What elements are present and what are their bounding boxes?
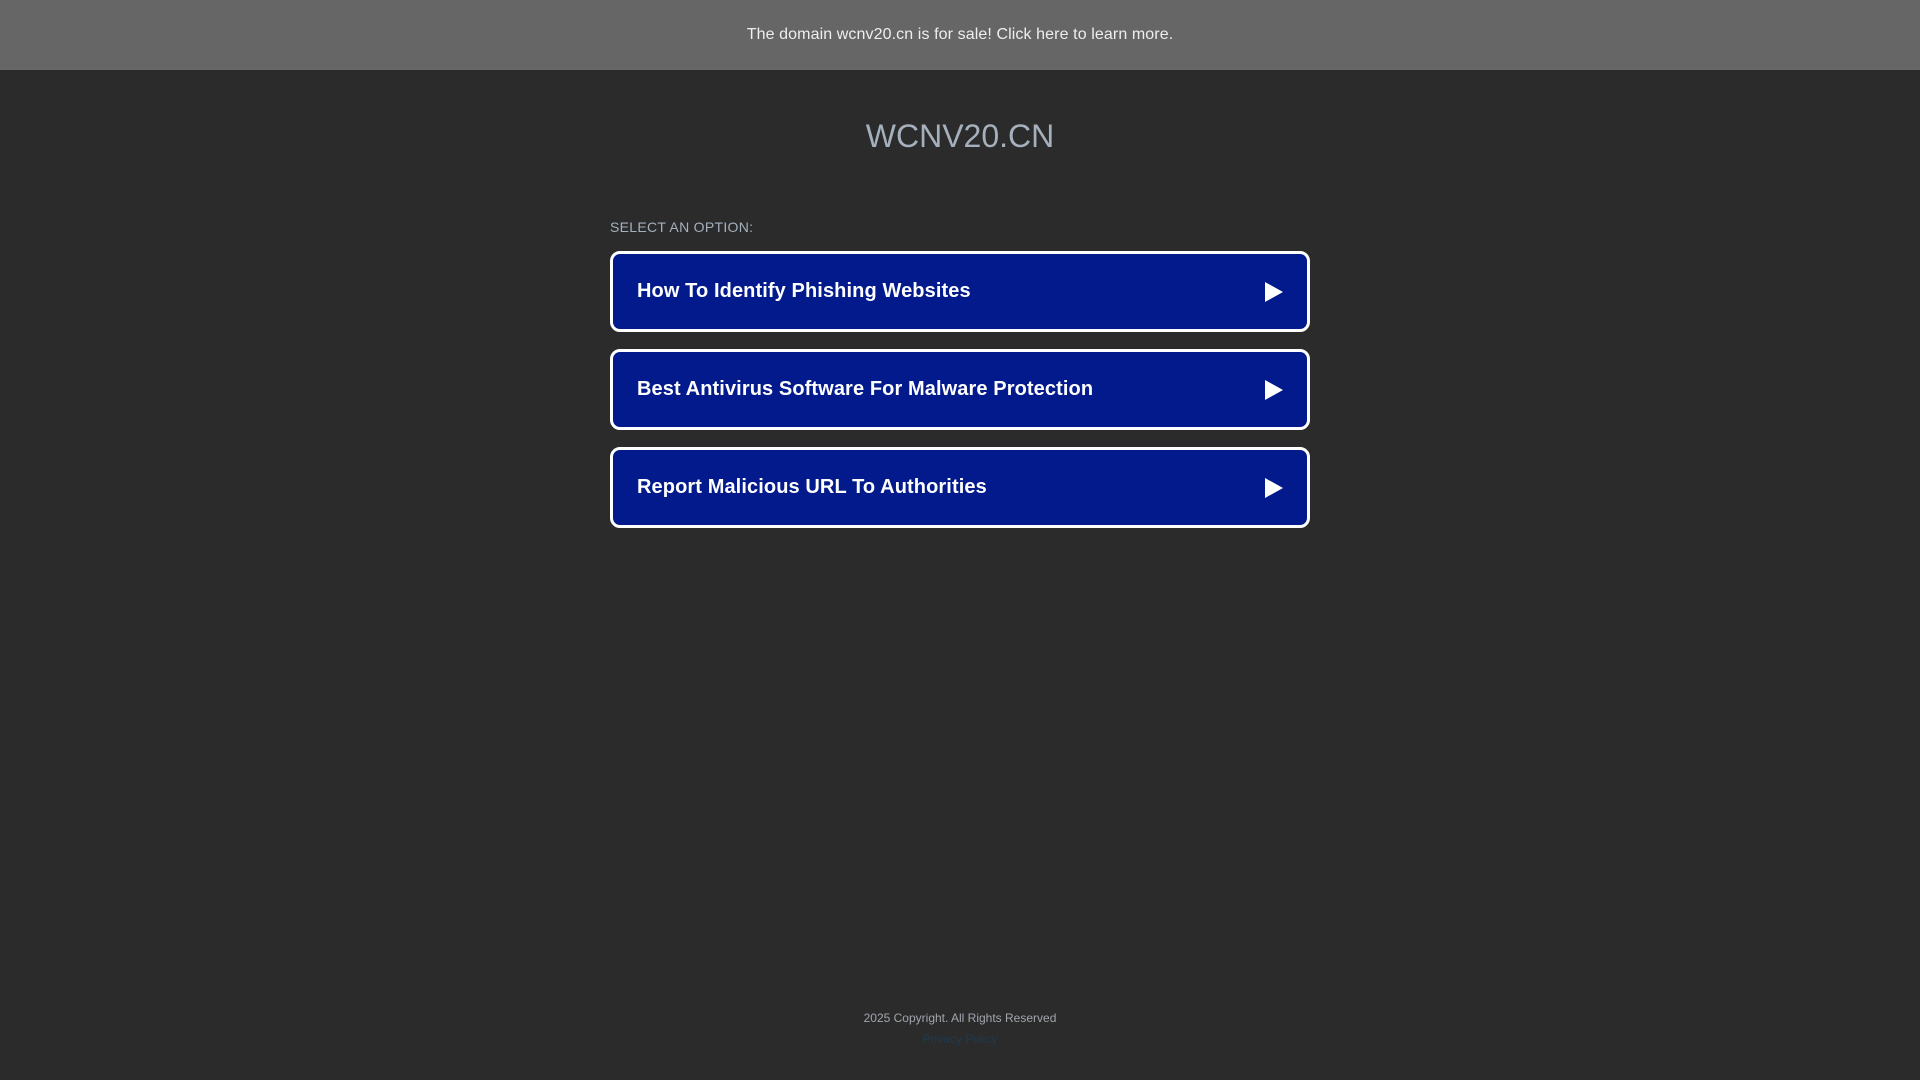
play-arrow-icon (1265, 282, 1283, 302)
option-identify-phishing[interactable] (610, 251, 1310, 332)
banner-text[interactable]: The domain wcnv20.cn is for sale! Click here to learn more. (746, 26, 1174, 43)
option-report-malicious-url[interactable] (610, 447, 1310, 528)
options-list (610, 251, 1310, 545)
privacy-policy-link[interactable]: Privacy Policy (922, 1032, 998, 1046)
site-title: WCNV20.CN (865, 118, 1055, 154)
option-label: Best Antivirus Software For Malware Protection (637, 378, 1094, 400)
option-label: Report Malicious URL To Authorities (637, 476, 987, 498)
play-arrow-icon (1265, 478, 1283, 498)
domain-for-sale-banner[interactable] (0, 0, 1920, 70)
option-label: How To Identify Phishing Websites (637, 280, 971, 302)
footer (0, 1010, 1920, 1048)
copyright-text: 2025 Copyright. All Rights Reserved (863, 1011, 1057, 1025)
select-option-label: SELECT AN OPTION: (610, 219, 754, 235)
play-arrow-icon (1265, 380, 1283, 400)
option-best-antivirus[interactable] (610, 349, 1310, 430)
